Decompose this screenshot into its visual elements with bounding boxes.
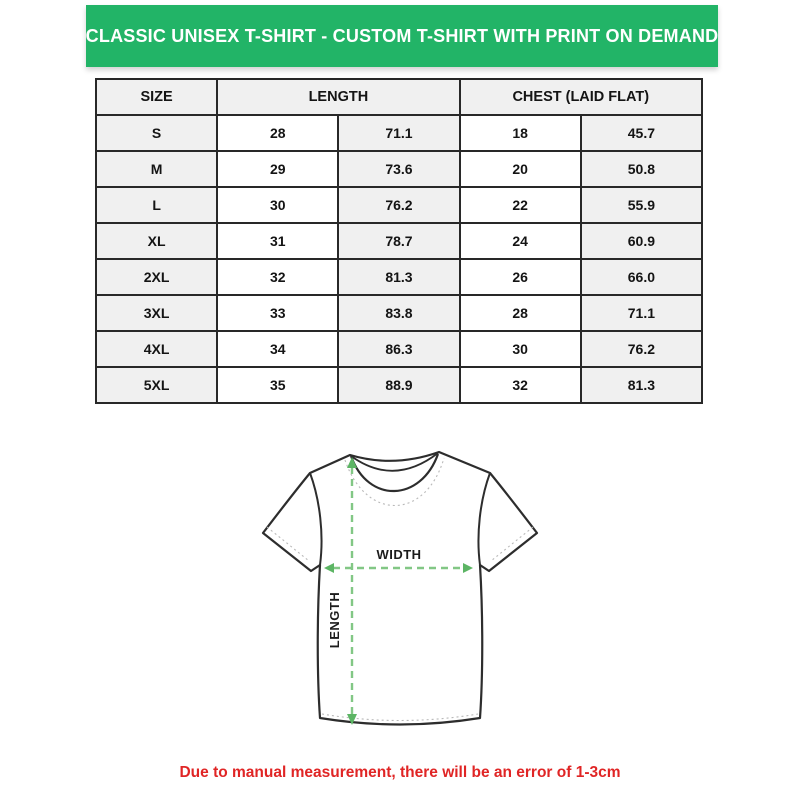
chest-cm-cell: 50.8 (581, 151, 702, 187)
table-row (96, 295, 702, 331)
chest-in-cell: 18 (460, 115, 581, 151)
chest-cm-cell: 71.1 (581, 295, 702, 331)
table-row (96, 187, 702, 223)
length-cm-cell: 86.3 (338, 331, 459, 367)
title-banner (86, 5, 718, 67)
tshirt-outline (263, 452, 537, 725)
length-in-cell: 28 (217, 115, 338, 151)
chest-in-cell: 22 (460, 187, 581, 223)
table-row (96, 151, 702, 187)
size-cell: L (96, 187, 217, 223)
size-cell: 2XL (96, 259, 217, 295)
table-row (96, 331, 702, 367)
size-cell: 4XL (96, 331, 217, 367)
length-label: LENGTH (327, 591, 342, 649)
measurement-error-note: Due to manual measurement, there will be an error of 1-3cm (179, 764, 621, 781)
length-cm-cell: 78.7 (338, 223, 459, 259)
size-cell: 5XL (96, 367, 217, 403)
size-chart-table (95, 78, 703, 404)
length-in-cell: 33 (217, 295, 338, 331)
table-row (96, 259, 702, 295)
column-header-length: LENGTH (217, 79, 459, 115)
chest-in-cell: 32 (460, 367, 581, 403)
chest-cm-cell: 60.9 (581, 223, 702, 259)
length-cm-cell: 81.3 (338, 259, 459, 295)
length-cm-cell: 76.2 (338, 187, 459, 223)
chest-in-cell: 20 (460, 151, 581, 187)
size-cell: S (96, 115, 217, 151)
column-header-size: SIZE (96, 79, 217, 115)
size-cell: XL (96, 223, 217, 259)
column-header-chest: CHEST (LAID FLAT) (460, 79, 702, 115)
chest-cm-cell: 55.9 (581, 187, 702, 223)
length-in-cell: 29 (217, 151, 338, 187)
header-row (96, 79, 702, 115)
chest-in-cell: 30 (460, 331, 581, 367)
page-title: CLASSIC UNISEX T-SHIRT - CUSTOM T-SHIRT WITH PRINT ON DEMAND (85, 25, 719, 46)
size-cell: 3XL (96, 295, 217, 331)
length-in-cell: 34 (217, 331, 338, 367)
length-cm-cell: 71.1 (338, 115, 459, 151)
length-cm-cell: 83.8 (338, 295, 459, 331)
table-row (96, 223, 702, 259)
width-label: WIDTH (376, 547, 422, 562)
tshirt-measurement-diagram (240, 430, 560, 750)
length-in-cell: 31 (217, 223, 338, 259)
length-in-cell: 35 (217, 367, 338, 403)
length-in-cell: 32 (217, 259, 338, 295)
table-row (96, 115, 702, 151)
tshirt-diagram-svg (240, 430, 560, 750)
length-in-cell: 30 (217, 187, 338, 223)
chest-in-cell: 26 (460, 259, 581, 295)
size-cell: M (96, 151, 217, 187)
chest-cm-cell: 66.0 (581, 259, 702, 295)
length-cm-cell: 73.6 (338, 151, 459, 187)
chest-cm-cell: 81.3 (581, 367, 702, 403)
length-cm-cell: 88.9 (338, 367, 459, 403)
chest-cm-cell: 45.7 (581, 115, 702, 151)
chest-in-cell: 24 (460, 223, 581, 259)
table-row (96, 367, 702, 403)
chest-cm-cell: 76.2 (581, 331, 702, 367)
chest-in-cell: 28 (460, 295, 581, 331)
